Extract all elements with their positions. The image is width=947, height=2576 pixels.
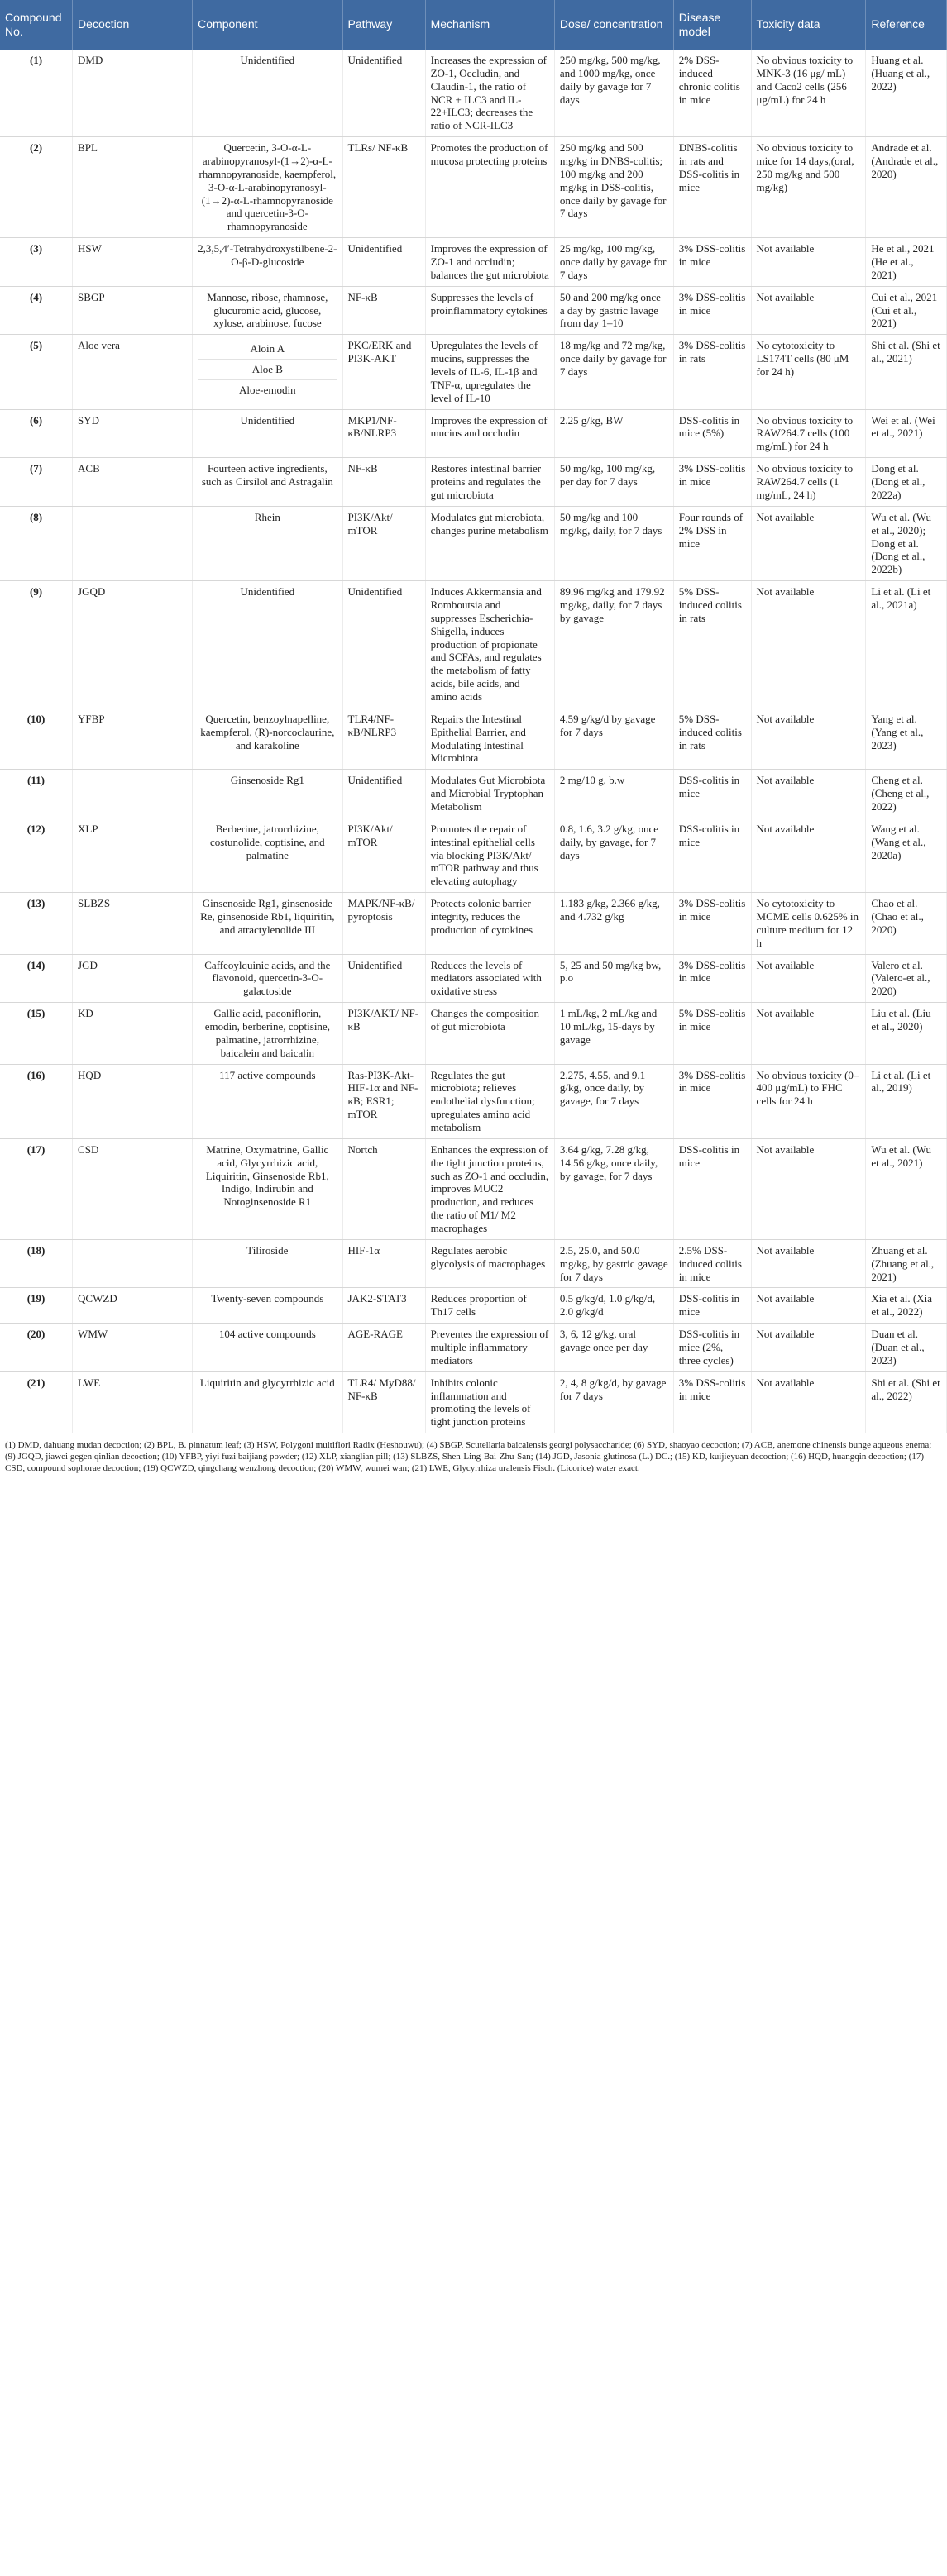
cell-dose: 250 mg/kg and 500 mg/kg in DNBS-colitis; 100 mg/kg and 200 mg/kg in DSS-colitis, once daily by gavage for 7 days [554, 137, 673, 238]
cell-toxicity: No obvious toxicity (0–400 μg/mL) to FHC cells for 24 h [751, 1064, 866, 1138]
table-row [0, 954, 947, 1003]
cell-model: 2% DSS-induced chronic colitis in mice [673, 50, 751, 137]
column-header: Compound No. [0, 0, 73, 50]
cell-mechanism: Modulates gut microbiota, changes purine metabolism [425, 506, 554, 580]
cell-pathway: Ras-PI3K-Akt-HIF-1α and NF-κB; ESR1; mTOR [342, 1064, 425, 1138]
table-row [0, 286, 947, 335]
cell-component: Berberine, jatrorrhizine, costunolide, coptisine, and palmatine [193, 818, 342, 892]
cell-model: DNBS-colitis in rats and DSS-colitis in mice [673, 137, 751, 238]
cell-no: (14) [0, 954, 73, 1003]
cell-model: 5% DSS-induced colitis in rats [673, 708, 751, 769]
cell-component: Unidentified [193, 581, 342, 708]
cell-decoction: QCWZD [73, 1288, 193, 1324]
cell-pathway: MKP1/NF-κB/NLRP3 [342, 409, 425, 458]
cell-toxicity: No cytotoxicity to MCME cells 0.625% in culture medium for 12 h [751, 893, 866, 954]
column-header: Disease model [673, 0, 751, 50]
cell-no: (1) [0, 50, 73, 137]
cell-component: 117 active compounds [193, 1064, 342, 1138]
table-row [0, 238, 947, 287]
cell-model: 3% DSS-colitis in mice [673, 286, 751, 335]
cell-reference: Li et al. (Li et al., 2021a) [866, 581, 947, 708]
cell-no: (7) [0, 458, 73, 507]
cell-dose: 2.275, 4.55, and 9.1 g/kg, once daily, by gavage, for 7 days [554, 1064, 673, 1138]
cell-reference: Cheng et al. (Cheng et al., 2022) [866, 770, 947, 818]
cell-model: Four rounds of 2% DSS in mice [673, 506, 751, 580]
cell-decoction: HQD [73, 1064, 193, 1138]
cell-decoction: SBGP [73, 286, 193, 335]
cell-component: 2,3,5,4′-Tetrahydroxystilbene-2-O-β-D-glucoside [193, 238, 342, 287]
cell-reference: Huang et al. (Huang et al., 2022) [866, 50, 947, 137]
cell-reference: Liu et al. (Liu et al., 2020) [866, 1003, 947, 1064]
table-row [0, 1371, 947, 1433]
cell-component: Tiliroside [193, 1239, 342, 1288]
cell-mechanism: Enhances the expression of the tight junction proteins, such as ZO-1 and occludin, improves MUC2 production, and reduces the ratio of M1/ M2 macrophages [425, 1138, 554, 1239]
cell-toxicity: Not available [751, 1288, 866, 1324]
cell-decoction: Aloe vera [73, 335, 193, 409]
cell-mechanism: Suppresses the levels of proinflammatory cytokines [425, 286, 554, 335]
cell-component: Mannose, ribose, rhamnose, glucuronic acid, glucose, xylose, arabinose, fucose [193, 286, 342, 335]
cell-decoction: CSD [73, 1138, 193, 1239]
cell-component: Fourteen active ingredients, such as Cirsilol and Astragalin [193, 458, 342, 507]
table-row [0, 1003, 947, 1064]
cell-no: (16) [0, 1064, 73, 1138]
cell-dose: 3.64 g/kg, 7.28 g/kg, 14.56 g/kg, once daily, by gavage, for 7 days [554, 1138, 673, 1239]
cell-reference: Wei et al. (Wei et al., 2021) [866, 409, 947, 458]
cell-no: (21) [0, 1371, 73, 1433]
cell-dose: 2 mg/10 g, b.w [554, 770, 673, 818]
table-header-row [0, 0, 947, 50]
cell-dose: 5, 25 and 50 mg/kg bw, p.o [554, 954, 673, 1003]
cell-component: Quercetin, 3-O-α-L-arabinopyranosyl-(1→2)-α-L-rhamnopyranoside, kaempferol, 3-O-α-L-arabinopyranosyl-(1→2)-α-L-rhamnopyranoside and quercetin-3-O-rhamnopyranoside [193, 137, 342, 238]
cell-dose: 89.96 mg/kg and 179.92 mg/kg, daily, for 7 days by gavage [554, 581, 673, 708]
cell-mechanism: Repairs the Intestinal Epithelial Barrier, and Modulating Intestinal Microbiota [425, 708, 554, 769]
cell-no: (10) [0, 708, 73, 769]
cell-pathway: NF-κB [342, 286, 425, 335]
cell-component: Ginsenoside Rg1, ginsenoside Re, ginsenoside Rb1, liquiritin, and atractylenolide III [193, 893, 342, 954]
cell-model: 3% DSS-colitis in mice [673, 458, 751, 507]
cell-model: DSS-colitis in mice [673, 818, 751, 892]
cell-pathway: Nortch [342, 1138, 425, 1239]
cell-component: Rhein [193, 506, 342, 580]
cell-mechanism: Regulates aerobic glycolysis of macrophages [425, 1239, 554, 1288]
cell-model: 3% DSS-colitis in rats [673, 335, 751, 409]
cell-component: Unidentified [193, 50, 342, 137]
cell-toxicity: Not available [751, 581, 866, 708]
cell-dose: 1.183 g/kg, 2.366 g/kg, and 4.732 g/kg [554, 893, 673, 954]
cell-toxicity: No obvious toxicity to RAW264.7 cells (100 mg/mL) for 24 h [751, 409, 866, 458]
cell-reference: Dong et al. (Dong et al., 2022a) [866, 458, 947, 507]
cell-reference: Chao et al. (Chao et al., 2020) [866, 893, 947, 954]
cell-mechanism: Upregulates the levels of mucins, suppresses the levels of IL-6, IL-1β and TNF-α, upregulates the level of IL-10 [425, 335, 554, 409]
component-item: Aloin A [198, 339, 337, 360]
cell-pathway: PI3K/Akt/ mTOR [342, 818, 425, 892]
cell-model: 3% DSS-colitis in mice [673, 954, 751, 1003]
table-row [0, 1288, 947, 1324]
column-header: Toxicity data [751, 0, 866, 50]
cell-pathway: TLR4/ MyD88/ NF-κB [342, 1371, 425, 1433]
cell-mechanism: Improves the expression of ZO-1 and occludin; balances the gut microbiota [425, 238, 554, 287]
cell-decoction: YFBP [73, 708, 193, 769]
cell-dose: 3, 6, 12 g/kg, oral gavage once per day [554, 1324, 673, 1372]
cell-mechanism: Increases the expression of ZO-1, Occludin, and Claudin-1, the ratio of NCR + ILC3 and IL-22+ILC3; decreases the ratio of NCR-ILC3 [425, 50, 554, 137]
cell-component [193, 335, 342, 409]
column-header: Mechanism [425, 0, 554, 50]
cell-mechanism: Reduces proportion of Th17 cells [425, 1288, 554, 1324]
cell-component: Unidentified [193, 409, 342, 458]
cell-reference: Wang et al. (Wang et al., 2020a) [866, 818, 947, 892]
cell-no: (3) [0, 238, 73, 287]
cell-dose: 0.5 g/kg/d, 1.0 g/kg/d, 2.0 g/kg/d [554, 1288, 673, 1324]
cell-decoction: LWE [73, 1371, 193, 1433]
table-row [0, 137, 947, 238]
table-body [0, 50, 947, 1433]
cell-dose: 2.5, 25.0, and 50.0 mg/kg, by gastric gavage for 7 days [554, 1239, 673, 1288]
cell-decoction: WMW [73, 1324, 193, 1372]
cell-dose: 2, 4, 8 g/kg/d, by gavage for 7 days [554, 1371, 673, 1433]
cell-no: (15) [0, 1003, 73, 1064]
cell-component: Ginsenoside Rg1 [193, 770, 342, 818]
table-row [0, 1239, 947, 1288]
cell-component: Caffeoylquinic acids, and the flavonoid, quercetin-3-O-galactoside [193, 954, 342, 1003]
cell-model: DSS-colitis in mice [673, 770, 751, 818]
column-header: Pathway [342, 0, 425, 50]
cell-pathway: TLRs/ NF-κB [342, 137, 425, 238]
table-row [0, 581, 947, 708]
cell-mechanism: Inhibits colonic inflammation and promoting the levels of tight junction proteins [425, 1371, 554, 1433]
cell-toxicity: Not available [751, 1371, 866, 1433]
cell-no: (9) [0, 581, 73, 708]
table-row [0, 1138, 947, 1239]
cell-decoction [73, 506, 193, 580]
cell-mechanism: Modulates Gut Microbiota and Microbial Tryptophan Metabolism [425, 770, 554, 818]
cell-reference: Andrade et al. (Andrade et al., 2020) [866, 137, 947, 238]
cell-decoction [73, 770, 193, 818]
cell-toxicity: Not available [751, 1324, 866, 1372]
table-row [0, 770, 947, 818]
cell-no: (20) [0, 1324, 73, 1372]
cell-toxicity: No obvious toxicity to RAW264.7 cells (1 mg/mL, 24 h) [751, 458, 866, 507]
table-row [0, 458, 947, 507]
cell-toxicity: No cytotoxicity to LS174T cells (80 μM for 24 h) [751, 335, 866, 409]
cell-mechanism: Regulates the gut microbiota; relieves endothelial dysfunction; upregulates amino acid metabolism [425, 1064, 554, 1138]
cell-pathway: NF-κB [342, 458, 425, 507]
cell-toxicity: Not available [751, 506, 866, 580]
cell-pathway: JAK2-STAT3 [342, 1288, 425, 1324]
cell-decoction: HSW [73, 238, 193, 287]
cell-decoction: DMD [73, 50, 193, 137]
cell-no: (2) [0, 137, 73, 238]
cell-toxicity: Not available [751, 1003, 866, 1064]
cell-dose: 50 and 200 mg/kg once a day by gastric lavage from day 1–10 [554, 286, 673, 335]
cell-pathway: Unidentified [342, 238, 425, 287]
cell-component: 104 active compounds [193, 1324, 342, 1372]
cell-toxicity: Not available [751, 1239, 866, 1288]
cell-reference: Yang et al. (Yang et al., 2023) [866, 708, 947, 769]
cell-reference: Shi et al. (Shi et al., 2021) [866, 335, 947, 409]
cell-dose: 250 mg/kg, 500 mg/kg, and 1000 mg/kg, once daily by gavage for 7 days [554, 50, 673, 137]
cell-decoction: KD [73, 1003, 193, 1064]
cell-decoction: ACB [73, 458, 193, 507]
cell-toxicity: Not available [751, 1138, 866, 1239]
cell-no: (17) [0, 1138, 73, 1239]
cell-model: DSS-colitis in mice (2%, three cycles) [673, 1324, 751, 1372]
cell-mechanism: Protects colonic barrier integrity, reduces the production of cytokines [425, 893, 554, 954]
table-row [0, 335, 947, 409]
cell-mechanism: Promotes the repair of intestinal epithelial cells via blocking PI3K/Akt/ mTOR pathway and thus elevating autophagy [425, 818, 554, 892]
cell-decoction [73, 1239, 193, 1288]
component-item: Aloe B [198, 360, 337, 380]
column-header: Dose/ concentration [554, 0, 673, 50]
cell-pathway: Unidentified [342, 954, 425, 1003]
cell-toxicity: Not available [751, 770, 866, 818]
cell-no: (5) [0, 335, 73, 409]
cell-model: 3% DSS-colitis in mice [673, 238, 751, 287]
cell-no: (13) [0, 893, 73, 954]
cell-reference: Wu et al. (Wu et al., 2021) [866, 1138, 947, 1239]
cell-pathway: PI3K/Akt/ mTOR [342, 506, 425, 580]
cell-toxicity: Not available [751, 708, 866, 769]
table-row [0, 893, 947, 954]
cell-reference: Shi et al. (Shi et al., 2022) [866, 1371, 947, 1433]
column-header: Reference [866, 0, 947, 50]
cell-reference: Valero et al. (Valero-et al., 2020) [866, 954, 947, 1003]
cell-reference: Duan et al. (Duan et al., 2023) [866, 1324, 947, 1372]
table-row [0, 708, 947, 769]
cell-component: Quercetin, benzoylnapelline, kaempferol, (R)-norcoclaurine, and karakoline [193, 708, 342, 769]
cell-toxicity: Not available [751, 818, 866, 892]
table-row [0, 409, 947, 458]
cell-no: (19) [0, 1288, 73, 1324]
cell-mechanism: Reduces the levels of mediators associated with oxidative stress [425, 954, 554, 1003]
cell-model: 3% DSS-colitis in mice [673, 1064, 751, 1138]
column-header: Decoction [73, 0, 193, 50]
table-row [0, 1324, 947, 1372]
cell-dose: 25 mg/kg, 100 mg/kg, once daily by gavage for 7 days [554, 238, 673, 287]
cell-model: DSS-colitis in mice (5%) [673, 409, 751, 458]
cell-mechanism: Improves the expression of mucins and occludin [425, 409, 554, 458]
cell-model: 3% DSS-colitis in mice [673, 1371, 751, 1433]
cell-component: Liquiritin and glycyrrhizic acid [193, 1371, 342, 1433]
cell-model: 5% DSS-induced colitis in rats [673, 581, 751, 708]
cell-model: 2.5% DSS-induced colitis in mice [673, 1239, 751, 1288]
cell-no: (4) [0, 286, 73, 335]
cell-no: (18) [0, 1239, 73, 1288]
cell-component: Twenty-seven compounds [193, 1288, 342, 1324]
component-item: Aloe-emodin [239, 384, 296, 397]
cell-pathway: HIF-1α [342, 1239, 425, 1288]
column-header: Component [193, 0, 342, 50]
cell-reference: He et al., 2021 (He et al., 2021) [866, 238, 947, 287]
cell-dose: 50 mg/kg, 100 mg/kg, per day for 7 days [554, 458, 673, 507]
cell-decoction: XLP [73, 818, 193, 892]
cell-no: (8) [0, 506, 73, 580]
cell-component: Gallic acid, paeoniflorin, emodin, berberine, coptisine, palmatine, jatrorrhizine, baicalein and baicalin [193, 1003, 342, 1064]
cell-no: (12) [0, 818, 73, 892]
cell-model: 5% DSS-colitis in mice [673, 1003, 751, 1064]
cell-model: 3% DSS-colitis in mice [673, 893, 751, 954]
cell-toxicity: Not available [751, 954, 866, 1003]
table-row [0, 1064, 947, 1138]
cell-dose: 1 mL/kg, 2 mL/kg and 10 mL/kg, 15-days by gavage [554, 1003, 673, 1064]
cell-model: DSS-colitis in mice [673, 1138, 751, 1239]
cell-mechanism: Induces Akkermansia and Romboutsia and suppresses Escherichia-Shigella, induces production of propionate and SCFAs, and regulates the metabolism of fatty acids, bile acids, and amino acids [425, 581, 554, 708]
cell-pathway: TLR4/NF-κB/NLRP3 [342, 708, 425, 769]
table-row [0, 818, 947, 892]
cell-reference: Li et al. (Li et al., 2019) [866, 1064, 947, 1138]
cell-component: Matrine, Oxymatrine, Gallic acid, Glycyrrhizic acid, Liquiritin, Ginsenoside Rb1, Indigo, Indirubin and Notoginsenoside R1 [193, 1138, 342, 1239]
cell-decoction: SYD [73, 409, 193, 458]
cell-dose: 0.8, 1.6, 3.2 g/kg, once daily, by gavage, for 7 days [554, 818, 673, 892]
cell-no: (6) [0, 409, 73, 458]
cell-reference: Cui et al., 2021 (Cui et al., 2021) [866, 286, 947, 335]
footnote: (1) DMD, dahuang mudan decoction; (2) BPL, B. pinnatum leaf; (3) HSW, Polygoni multiflori Radix (Heshouwu); (4) SBGP, Scutellaria baicalensis georgi polysaccharide; (6) SYD, shaoyao decoction; (7) ACB, anemone chinensis bunge aqueous enema; (9) JGQD, jiawei gegen qinlian decoction; (10) YFBP, yiyi fuzi baijiang powder; (12) XLP, xianglian pill; (13) SLBZS, Shen-Ling-Bai-Zhu-San; (14) JGD, Jasonia glutinosa (L.) DC.; (15) KD, kuijieyuan decoction; (16) HQD, huangqin decoction; (17) CSD, compound sophorae decoction; (19) QCWZD, qingchang wenzhong decoction; (20) WMW, wumei wan; (21) LWE, Glycyrrhiza uralensis Fisch. (Licorice) water exact. [5, 1440, 932, 1473]
cell-toxicity: Not available [751, 286, 866, 335]
cell-pathway: AGE-RAGE [342, 1324, 425, 1372]
cell-mechanism: Restores intestinal barrier proteins and regulates the gut microbiota [425, 458, 554, 507]
cell-decoction: BPL [73, 137, 193, 238]
cell-mechanism: Promotes the production of mucosa protecting proteins [425, 137, 554, 238]
cell-toxicity: No obvious toxicity to MNK-3 (16 μg/ mL) and Caco2 cells (256 μg/mL) for 24 h [751, 50, 866, 137]
cell-dose: 4.59 g/kg/d by gavage for 7 days [554, 708, 673, 769]
cell-reference: Xia et al. (Xia et al., 2022) [866, 1288, 947, 1324]
cell-no: (11) [0, 770, 73, 818]
cell-pathway: PKC/ERK and PI3K-AKT [342, 335, 425, 409]
cell-mechanism: Preventes the expression of multiple inflammatory mediators [425, 1324, 554, 1372]
cell-decoction: JGQD [73, 581, 193, 708]
cell-model: DSS-colitis in mice [673, 1288, 751, 1324]
cell-pathway: MAPK/NF-κB/ pyroptosis [342, 893, 425, 954]
cell-dose: 2.25 g/kg, BW [554, 409, 673, 458]
cell-mechanism: Changes the composition of gut microbiota [425, 1003, 554, 1064]
cell-toxicity: No obvious toxicity to mice for 14 days,(oral, 250 mg/kg and 500 mg/kg) [751, 137, 866, 238]
cell-dose: 18 mg/kg and 72 mg/kg, once daily by gavage for 7 days [554, 335, 673, 409]
cell-reference: Wu et al. (Wu et al., 2020); Dong et al. (Dong et al., 2022b) [866, 506, 947, 580]
cell-pathway: PI3K/AKT/ NF-κB [342, 1003, 425, 1064]
cell-toxicity: Not available [751, 238, 866, 287]
cell-dose: 50 mg/kg and 100 mg/kg, daily, for 7 days [554, 506, 673, 580]
cell-decoction: JGD [73, 954, 193, 1003]
table-row [0, 50, 947, 137]
cell-pathway: Unidentified [342, 50, 425, 137]
cell-reference: Zhuang et al. (Zhuang et al., 2021) [866, 1239, 947, 1288]
table-row [0, 506, 947, 580]
cell-pathway: Unidentified [342, 770, 425, 818]
cell-pathway: Unidentified [342, 581, 425, 708]
cell-decoction: SLBZS [73, 893, 193, 954]
